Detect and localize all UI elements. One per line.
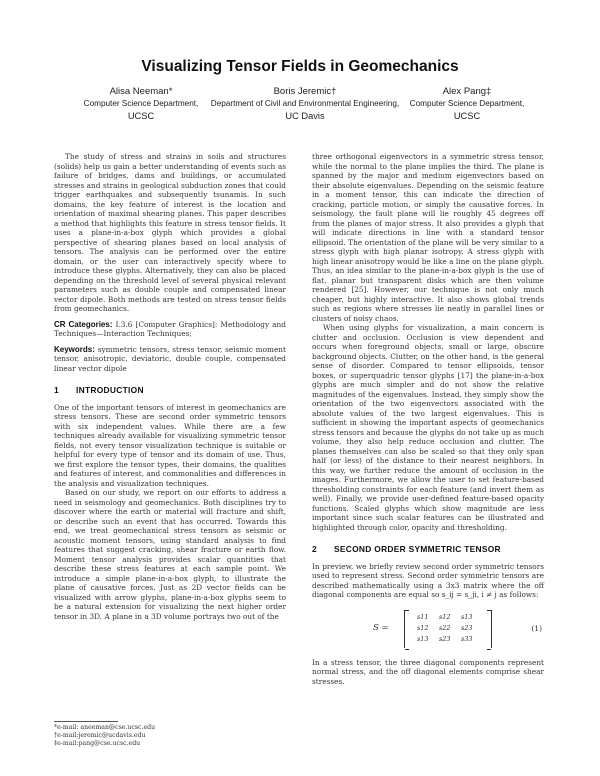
- author-name: Boris Jeremic†: [273, 86, 337, 97]
- cr-text: I.3.6 [Computer Graphics]: Methodology and Techniques—Interaction Techniques;: [54, 319, 286, 338]
- section2-paragraph-2: In a stress tensor, the three diagonal components represent normal stress, and the off diagonal elements comprise shear stresses.: [312, 657, 544, 686]
- equation-number: (1): [531, 623, 542, 633]
- author-inst: UCSC: [127, 111, 155, 121]
- section-heading-2: [312, 545, 544, 555]
- right-column: [312, 152, 544, 686]
- abstract: The study of stress and strains in soils and structures (solids) help us gain a better understanding of events such as failure of bridges, dams and buildings, or accumulated stresses and strains in geological subduction zones that could trigger earthquakes and subsequently tsunamis. In such domains, the key feature of interest is the location and orientation of maximal shearing planes. This paper describes a method that highlights this feature in stress tensor fields. It uses a plane-in-a-box glyph which provides a global perspective of shearing planes based on local analysis of tensors. The analysis can be performed over the entire domain, or the user can interactively specify where to introduce these glyphs. Alternatively, they can also be placed depending on the threshold level of several physical relevant parameters such as double couple and compensated linear vector dipole. Both methods are tested on stress tensor fields from geomechanics.: [54, 152, 286, 313]
- cr-categories: [54, 320, 286, 339]
- matrix-row: [417, 635, 483, 645]
- section-heading-1: [54, 386, 286, 396]
- footnote-rule: [54, 721, 118, 722]
- paper-title: Visualizing Tensor Fields in Geomechanics: [141, 58, 459, 75]
- footnote: †e-mail:jeremic@ucdavis.edu: [54, 732, 146, 739]
- left-column: [54, 152, 286, 621]
- author-inst: UCSC: [453, 111, 481, 121]
- section-title: INTRODUCTION: [76, 385, 144, 395]
- matrix-cell: s12: [439, 612, 451, 621]
- matrix-cell: s12: [417, 623, 429, 632]
- matrix-row: [417, 624, 483, 634]
- author-block-2: [198, 86, 412, 122]
- matrix-cell: s23: [439, 634, 451, 643]
- cr-label: CR Categories:: [54, 319, 113, 329]
- equation-lhs: S =: [373, 622, 389, 633]
- footnotes: [54, 724, 286, 748]
- intro-paragraph-1: One of the important tensors of interest in geomechanics are stress tensors. These are second order symmetric tensors with six independent values. While there are a few techniques already available for visualizing symmetric tensor fields, not every tensor visualization technique is suitable or helpful for every type of tensor and its domain of use. Thus, we first explore the tensor types, their domains, the qualities and features of interest, and commonalities and differences in the analysis and visualization techniques.: [54, 402, 286, 488]
- right-paragraph-1: three orthogonal eigenvectors in a symmetric stress tensor, while the normal to the plane implies the third. The plane is spanned by the major and medium eigenvectors based on their absolute eigenvalues. Depending on the seismic feature in a moment tensor, this can indicate the direction of cracking, particle motion, or simply the causative forces. In seismology, the fault plane will lie roughly 45 degrees off from the planes of major stress. It also provides a glyph that will indicate directions in line with a standard tensor ellipsoid. The orientation of the plane will be very similar to a stress glyph with high planar isotropy. A stress glyph with high linear anisotropy would be like a line on the plane glyph. Thus, an idea similar to the plane-in-a-box glyph is the use of flat, planar but transparent disks which are then volume rendered [25]. However, our technique is not only much cheaper, but highly interactive. It also shows global trends such as regions where stresses lie neatly in parallel lines or clusters of noisy chaos.: [312, 152, 544, 323]
- author-inst: UC Davis: [285, 111, 325, 121]
- equation-1: [312, 608, 544, 652]
- matrix-cell: s23: [461, 623, 473, 632]
- section-number: 2: [312, 544, 317, 554]
- matrix-cell: s33: [461, 634, 473, 643]
- author-dept: Computer Science Department,: [409, 99, 525, 108]
- section-number: 1: [54, 385, 59, 395]
- author-block-3: [392, 86, 542, 122]
- intro-paragraph-2: Based on our study, we report on our efforts to address a need in seismology and geomechanics. Both disciplines try to discover where the earth or material will fracture and shift, or describe such an event that has occurred. Towards this end, we treat geomechanical stress tensors as seismic or acoustic moment tensors, using standard analysis to find features that suggest cracking, shear fracture or earth flow. Moment tensor analysis provides scalar quantities that describe these stress features at each sample point. We introduce a simple plane-in-a-box glyph, to illustrate the plane of causative forces. Just as 2D vector fields can be visualized with arrow glyphs, plane-in-a-box glyphs seem to be a natural extension for visualizing the next higher order tensor in 3D. A plane in a 3D volume portrays two out of the: [54, 488, 286, 621]
- footnote: *e-mail: aneeman@cse.ucsc.edu: [54, 724, 156, 731]
- section-title: SECOND ORDER SYMMETRIC TENSOR: [334, 544, 501, 554]
- author-dept: Department of Civil and Environmental Engineering,: [210, 99, 400, 108]
- author-name: Alex Pang‡: [442, 86, 492, 97]
- keywords: [54, 345, 286, 374]
- section2-paragraph-1: In preview, we briefly review second order symmetric tensors used to represent stress. Second order symmetric tensors are described mathematically using a 3x3 matrix where the off diagonal components are equal so s_ij = s_ji, i ≠ j as follows:: [312, 561, 544, 599]
- author-dept: Computer Science Department,: [83, 99, 199, 108]
- keywords-text: symmetric tensors, stress tensor, seismic moment tensor, anisotropic, deviatoric, double couple, compensated linear vector dipole: [54, 344, 286, 373]
- matrix-cell: s13: [417, 634, 429, 643]
- author-name: Alisa Neeman*: [109, 86, 173, 97]
- matrix-cell: s22: [439, 623, 451, 632]
- footnote: ‡e-mail:pang@cse.ucsc.edu: [54, 740, 141, 747]
- matrix-cell: s13: [461, 612, 473, 621]
- keywords-label: Keywords:: [54, 344, 95, 354]
- matrix: [404, 610, 492, 648]
- matrix-row: [417, 613, 483, 623]
- right-paragraph-2: When using glyphs for visualization, a main concern is clutter and occlusion. Occlusion is view dependent and occurs when foreground objects, small or large, obscure background objects. Clutter, on the other hand, is the general sense of disorder. Compared to tensor ellipsoids, tensor boxes, or superquadric tensor glyphs [17] the plane-in-a-box glyphs are much simpler and do not show the relative magnitudes of the eigenvalues. Instead, they simply show the orientation of the two eigenvectors associated with the absolute values of the two largest eigenvalues. This is sufficient in showing the important aspects of geomechanics stress tensors and because the glyphs do not take up as much volume, they also help reduce occlusion and clutter. The planes themselves can also be scaled so that they only span half (or less) of the distance to their nearest neighbors. In this way, we further reduce the amount of occlusion in the images. Furthermore, we allow the user to set feature-based thresholding constraints for each feature (and invert them as well). Finally, we provide user-defined feature-based opacity functions. Scaled glyphs which show magnitude are less important since such scalar features can be illustrated and highlighted through color, opacity and thresholding.: [312, 323, 544, 532]
- matrix-cell: s11: [417, 612, 429, 621]
- author-block-1: [66, 86, 216, 122]
